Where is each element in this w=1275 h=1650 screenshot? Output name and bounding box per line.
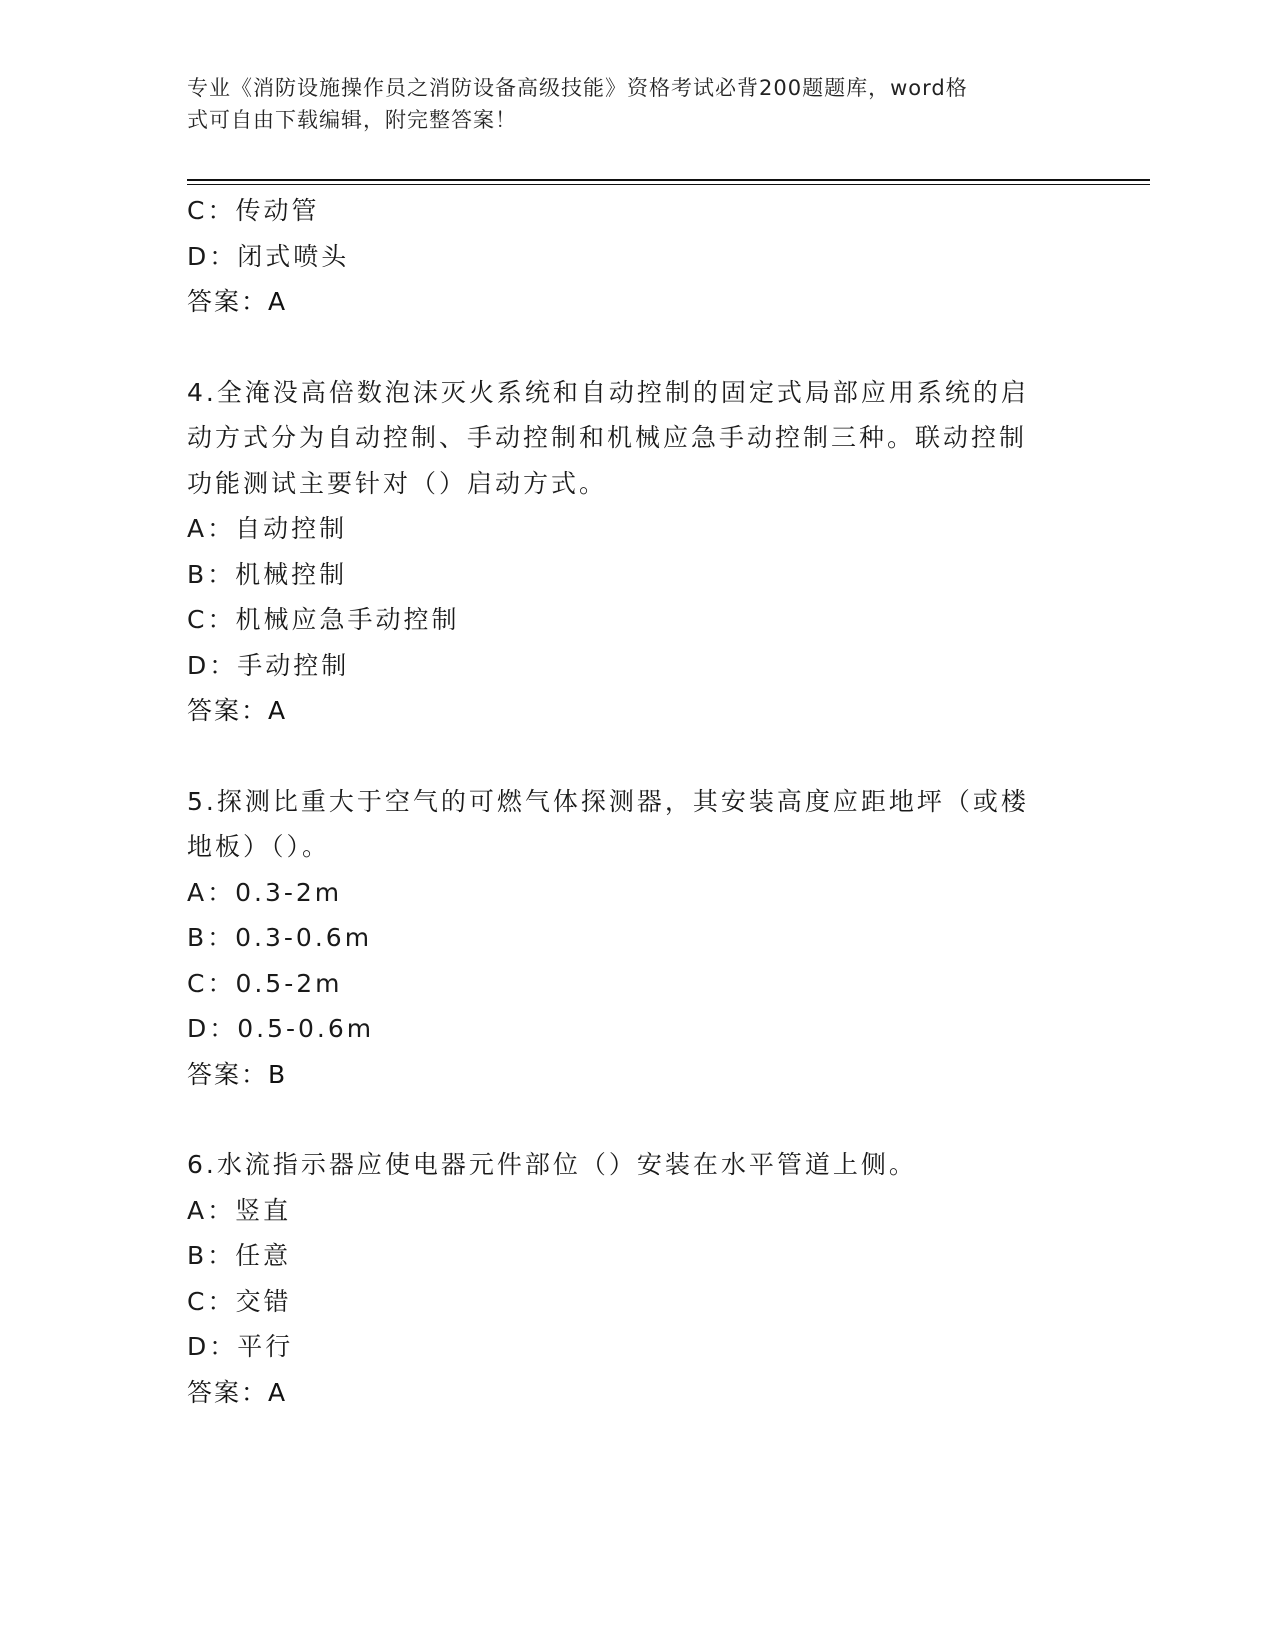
- option-d: D：0.5-0.6m: [187, 1014, 375, 1043]
- document-header: [187, 72, 1067, 136]
- option-c: C：交错: [187, 1286, 292, 1316]
- question-text-line: 功能测试主要针对（）启动方式。: [187, 468, 608, 498]
- option-d: D：手动控制: [187, 650, 350, 680]
- option-c: C：机械应急手动控制: [187, 605, 460, 634]
- header-rule-thin: [187, 184, 1150, 185]
- question-text-line: 5.探测比重大于空气的可燃气体探测器，其安装高度应距地坪（或楼: [187, 786, 1029, 816]
- spacer: [187, 734, 1087, 779]
- header-rule-thick: [187, 179, 1150, 181]
- question-text-line: 6.水流指示器应使电器元件部位（）安装在水平管道上侧。: [187, 1150, 917, 1179]
- option-a: A：0.3-2m: [187, 877, 343, 907]
- answer-line: 答案：B: [187, 1059, 288, 1089]
- spacer: [187, 325, 1087, 370]
- option-d: D：平行: [187, 1332, 294, 1361]
- spacer: [187, 1097, 1087, 1142]
- question-6: [187, 1142, 1087, 1415]
- option-a: A：自动控制: [187, 514, 348, 543]
- header-line-1: 专业《消防设施操作员之消防设备高级技能》资格考试必背200题题库，word格: [187, 76, 968, 100]
- option-c: C：0.5-2m: [187, 968, 343, 998]
- option-a: A：竖直: [187, 1195, 292, 1225]
- question-text-line: 地板）（）。: [187, 832, 331, 861]
- option-b: B：0.3-0.6m: [187, 923, 373, 952]
- question-5: [187, 779, 1087, 1098]
- option-c: C：传动管: [187, 196, 320, 225]
- header-line-2: 式可自由下载编辑，附完整答案！: [187, 108, 517, 132]
- option-d: D：闭式喷头: [187, 241, 350, 271]
- question-4: [187, 370, 1087, 734]
- question-content: [187, 188, 1087, 1415]
- answer-line: 答案：A: [187, 287, 288, 316]
- option-b: B：任意: [187, 1241, 292, 1270]
- answer-line: 答案：A: [187, 1377, 288, 1407]
- question-text-line: 4.全淹没高倍数泡沫灭火系统和自动控制的固定式局部应用系统的启: [187, 377, 1029, 407]
- option-b: B：机械控制: [187, 559, 348, 589]
- question-text-line: 动方式分为自动控制、手动控制和机械应急手动控制三种。联动控制: [187, 423, 1028, 452]
- answer-line: 答案：A: [187, 696, 288, 725]
- question-3-fragment: [187, 188, 1087, 325]
